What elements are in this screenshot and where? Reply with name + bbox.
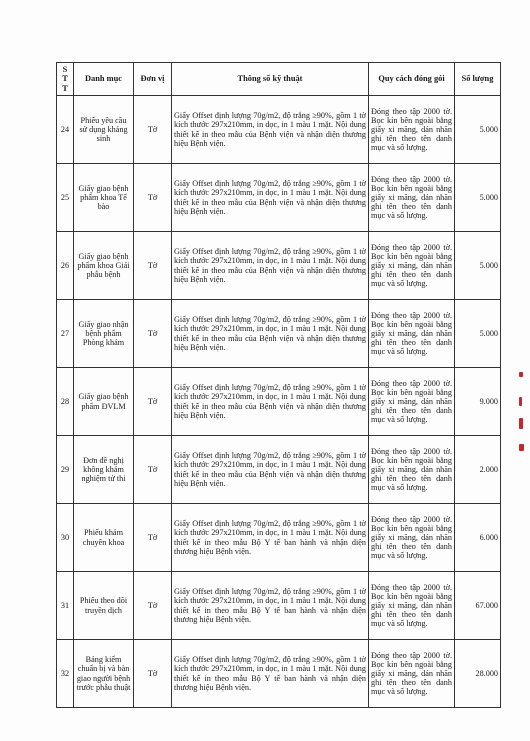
cell-spec: Giấy Offset định lượng 70g/m2, độ trắng ≥90%, gồm 1 tờ kích thước 297x210mm, in dọc, in 1 màu 1 mặt. Nội dung thiết kế in theo mẫu của Bệnh viện và nhận diện thương hiệu Bệnh viện. bbox=[172, 300, 369, 368]
cell-unit: Tờ bbox=[134, 300, 172, 368]
cell-name: Đơn đề nghị không khám nghiệm tử thi bbox=[74, 436, 134, 504]
table-row bbox=[57, 368, 501, 436]
cell-stt: 30 bbox=[57, 504, 74, 572]
cell-spec: Giấy Offset định lượng 70g/m2, độ trắng ≥90%, gồm 1 tờ kích thước 297x210mm, in dọc, in 1 màu 1 mặt. Nội dung thiết kế in theo mẫu Bộ Y tế ban hành và nhận diện thương hiệu Bệnh viện. bbox=[172, 640, 369, 708]
cell-stt: 28 bbox=[57, 368, 74, 436]
cell-name: Phiếu khám chuyên khoa bbox=[74, 504, 134, 572]
header-stt-letter: T bbox=[62, 74, 68, 84]
cell-spec: Giấy Offset định lượng 70g/m2, độ trắng ≥90%, gồm 1 tờ kích thước 297x210mm, in dọc, in 1 màu 1 mặt. Nội dung thiết kế in theo mẫu Bộ Y tế ban hành và nhận diện thương hiệu Bệnh viện. bbox=[172, 572, 369, 640]
cell-spec: Giấy Offset định lượng 70g/m2, độ trắng ≥90%, gồm 1 tờ kích thước 297x210mm, in dọc, in 1 màu 1 mặt. Nội dung thiết kế in theo mẫu của Bệnh viện và nhận diện thương hiệu Bệnh viện. bbox=[172, 436, 369, 504]
cell-stt: 29 bbox=[57, 436, 74, 504]
cell-pack: Đóng theo tập 2000 tờ. Bọc kín bên ngoài bằng giấy xi măng, dán nhãn ghi tên theo tên danh mục và số lượng. bbox=[369, 572, 455, 640]
cell-unit: Tờ bbox=[134, 640, 172, 708]
stamp-mark bbox=[519, 444, 524, 451]
table-row bbox=[57, 504, 501, 572]
cell-unit: Tờ bbox=[134, 232, 172, 300]
header-unit: Đơn vị bbox=[134, 63, 172, 96]
cell-unit: Tờ bbox=[134, 504, 172, 572]
cell-pack: Đóng theo tập 2000 tờ. Bọc kín bên ngoài bằng giấy xi măng, dán nhãn ghi tên theo tên danh mục và số lượng. bbox=[369, 164, 455, 232]
cell-spec: Giấy Offset định lượng 70g/m2, độ trắng ≥90%, gồm 1 tờ kích thước 297x210mm, in dọc, in 1 màu 1 mặt. Nội dung thiết kế in theo mẫu của Bệnh viện và nhận diện thương hiệu Bệnh viện. bbox=[172, 164, 369, 232]
cell-pack: Đóng theo tập 2000 tờ. Bọc kín bên ngoài bằng giấy xi măng, dán nhãn ghi tên theo tên danh mục và số lượng. bbox=[369, 640, 455, 708]
table-row bbox=[57, 164, 501, 232]
cell-spec: Giấy Offset định lượng 70g/m2, độ trắng ≥90%, gồm 1 tờ kích thước 297x210mm, in dọc, in 1 màu 1 mặt. Nội dung thiết kế in theo mẫu của Bệnh viện và nhận diện thương hiệu Bệnh viện. bbox=[172, 368, 369, 436]
cell-stt: 25 bbox=[57, 164, 74, 232]
cell-name: Giấy giao nhận bệnh phẩm Phòng khám bbox=[74, 300, 134, 368]
cell-stt: 31 bbox=[57, 572, 74, 640]
cell-spec: Giấy Offset định lượng 70g/m2, độ trắng ≥90%, gồm 1 tờ kích thước 297x210mm, in dọc, in 1 màu 1 mặt. Nội dung thiết kế in theo mẫu của Bệnh viện và nhận diện thương hiệu Bệnh viện. bbox=[172, 232, 369, 300]
cell-name: Giấy giao bệnh phẩm khoa Tế bào bbox=[74, 164, 134, 232]
cell-qty: 5.000 bbox=[455, 300, 501, 368]
cell-pack: Đóng theo tập 2000 tờ. Bọc kín bên ngoài bằng giấy xi măng, dán nhãn ghi tên theo tên danh mục và số lượng. bbox=[369, 232, 455, 300]
cell-qty: 67.000 bbox=[455, 572, 501, 640]
table-row bbox=[57, 572, 501, 640]
cell-stt: 24 bbox=[57, 96, 74, 164]
stamp-mark bbox=[519, 397, 522, 406]
table-row bbox=[57, 300, 501, 368]
cell-unit: Tờ bbox=[134, 164, 172, 232]
cell-spec: Giấy Offset định lượng 70g/m2, độ trắng ≥90%, gồm 1 tờ kích thước 297x210mm, in dọc, in 1 màu 1 mặt. Nội dung thiết kế in theo mẫu Bộ Y tế ban hành và nhận diện thương hiệu Bệnh viện. bbox=[172, 504, 369, 572]
header-stt-letter: S bbox=[62, 64, 68, 74]
cell-name: Giấy giao bệnh phẩm ĐVLM bbox=[74, 368, 134, 436]
stamp-mark bbox=[519, 372, 523, 377]
cell-qty: 5.000 bbox=[455, 96, 501, 164]
table-row bbox=[57, 436, 501, 504]
header-spec: Thông số kỹ thuật bbox=[172, 63, 369, 96]
cell-stt: 27 bbox=[57, 300, 74, 368]
header-stt-letter: T bbox=[62, 83, 68, 93]
cell-unit: Tờ bbox=[134, 96, 172, 164]
cell-pack: Đóng theo tập 2000 tờ. Bọc kín bên ngoài bằng giấy xi măng, dán nhãn ghi tên theo tên danh mục và số lượng. bbox=[369, 436, 455, 504]
cell-unit: Tờ bbox=[134, 368, 172, 436]
specification-table bbox=[56, 62, 501, 708]
cell-pack: Đóng theo tập 2000 tờ. Bọc kín bên ngoài bằng giấy xi măng, dán nhãn ghi tên theo tên danh mục và số lượng. bbox=[369, 368, 455, 436]
cell-unit: Tờ bbox=[134, 572, 172, 640]
table-header-row bbox=[57, 63, 501, 96]
header-qty: Số lượng bbox=[455, 63, 501, 96]
cell-qty: 28.000 bbox=[455, 640, 501, 708]
cell-name: Bảng kiểm chuẩn bị và bàn giao người bệnh trước phẫu thuật bbox=[74, 640, 134, 708]
cell-spec: Giấy Offset định lượng 70g/m2, độ trắng ≥90%, gồm 1 tờ kích thước 297x210mm, in dọc, in 1 màu 1 mặt. Nội dung thiết kế in theo mẫu của Bệnh viện và nhận diện thương hiệu Bệnh viện. bbox=[172, 96, 369, 164]
cell-qty: 9.000 bbox=[455, 368, 501, 436]
header-name: Danh mục bbox=[74, 63, 134, 96]
cell-qty: 5.000 bbox=[455, 164, 501, 232]
header-pack: Quy cách đóng gói bbox=[369, 63, 455, 96]
cell-name: Phiếu theo dõi truyền dịch bbox=[74, 572, 134, 640]
cell-stt: 32 bbox=[57, 640, 74, 708]
cell-name: Giấy giao bệnh phẩm khoa Giải phẫu bệnh bbox=[74, 232, 134, 300]
cell-qty: 5.000 bbox=[455, 232, 501, 300]
table-row bbox=[57, 232, 501, 300]
stamp-mark bbox=[519, 418, 523, 429]
table-row bbox=[57, 96, 501, 164]
table-row bbox=[57, 640, 501, 708]
cell-unit: Tờ bbox=[134, 436, 172, 504]
cell-pack: Đóng theo tập 2000 tờ. Bọc kín bên ngoài bằng giấy xi măng, dán nhãn ghi tên theo tên danh mục và số lượng. bbox=[369, 300, 455, 368]
cell-qty: 6.000 bbox=[455, 504, 501, 572]
cell-stt: 26 bbox=[57, 232, 74, 300]
cell-pack: Đóng theo tập 2000 tờ. Bọc kín bên ngoài bằng giấy xi măng, dán nhãn ghi tên theo tên danh mục và số lượng. bbox=[369, 504, 455, 572]
cell-name: Phiếu yêu cầu sử dụng kháng sinh bbox=[74, 96, 134, 164]
cell-qty: 2.000 bbox=[455, 436, 501, 504]
header-stt bbox=[57, 63, 74, 96]
cell-pack: Đóng theo tập 2000 tờ. Bọc kín bên ngoài bằng giấy xi măng, dán nhãn ghi tên theo tên danh mục và số lượng. bbox=[369, 96, 455, 164]
